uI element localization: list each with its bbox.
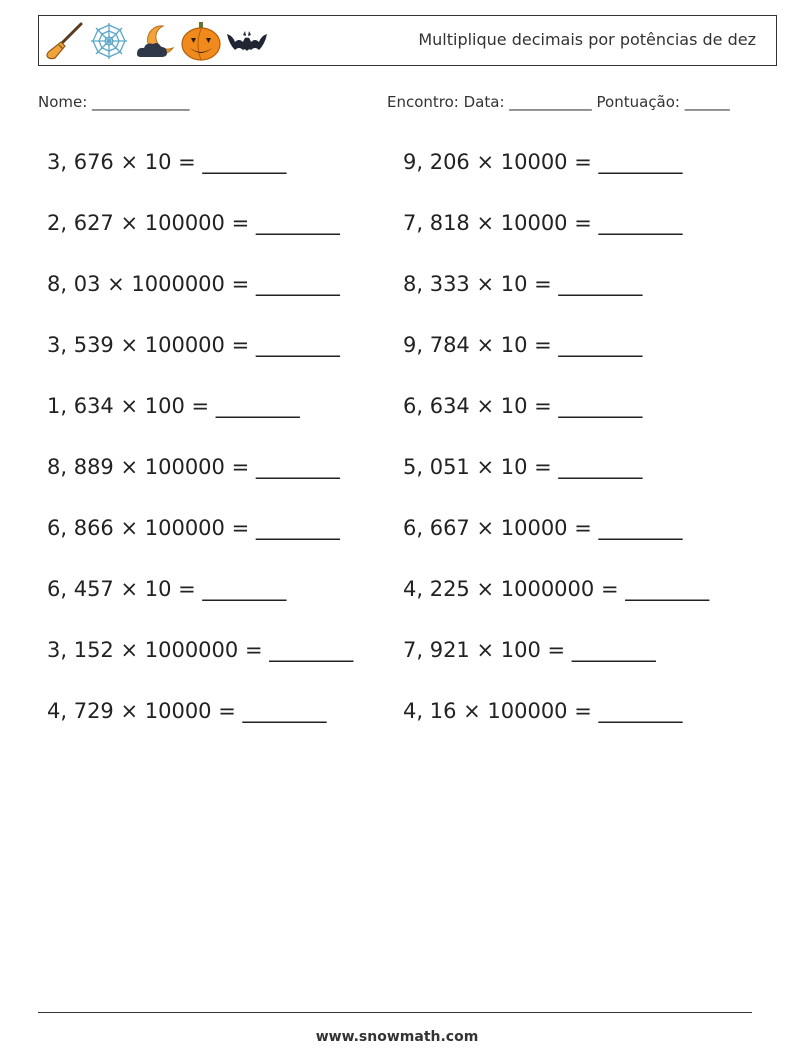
footer-website: www.snowmath.com — [315, 1029, 479, 1045]
problem-right-3: 8, 333 × 10 = ________ — [403, 272, 643, 296]
problem-left-7: 6, 866 × 100000 = ________ — [47, 516, 340, 540]
problem-left-5: 1, 634 × 100 = ________ — [47, 394, 300, 418]
problem-left-6: 8, 889 × 100000 = ________ — [47, 455, 340, 479]
problem-left-10: 4, 729 × 10000 = ________ — [47, 699, 327, 723]
problem-right-4: 9, 784 × 10 = ________ — [403, 333, 643, 357]
problem-right-6: 5, 051 × 10 = ________ — [403, 455, 643, 479]
worksheet-title: Multiplique decimais por potências de dez — [418, 30, 756, 49]
name-field-label: Nome: _____________ — [38, 93, 190, 111]
problem-right-5: 6, 634 × 10 = ________ — [403, 394, 643, 418]
problem-left-4: 3, 539 × 100000 = ________ — [47, 333, 340, 357]
problem-right-9: 7, 921 × 100 = ________ — [403, 638, 656, 662]
problem-left-8: 6, 457 × 10 = ________ — [47, 577, 287, 601]
problem-right-8: 4, 225 × 1000000 = ________ — [403, 577, 710, 601]
problem-right-1: 9, 206 × 10000 = ________ — [403, 150, 683, 174]
problem-right-10: 4, 16 × 100000 = ________ — [403, 699, 683, 723]
date-score-label: Encontro: Data: ___________ Pontuação: ______ — [387, 93, 730, 111]
problem-left-1: 3, 676 × 10 = ________ — [47, 150, 287, 174]
problem-left-9: 3, 152 × 1000000 = ________ — [47, 638, 354, 662]
problem-right-7: 6, 667 × 10000 = ________ — [403, 516, 683, 540]
problem-right-2: 7, 818 × 10000 = ________ — [403, 211, 683, 235]
problem-left-2: 2, 627 × 100000 = ________ — [47, 211, 340, 235]
problem-left-3: 8, 03 × 1000000 = ________ — [47, 272, 340, 296]
footer-divider — [38, 1012, 752, 1013]
